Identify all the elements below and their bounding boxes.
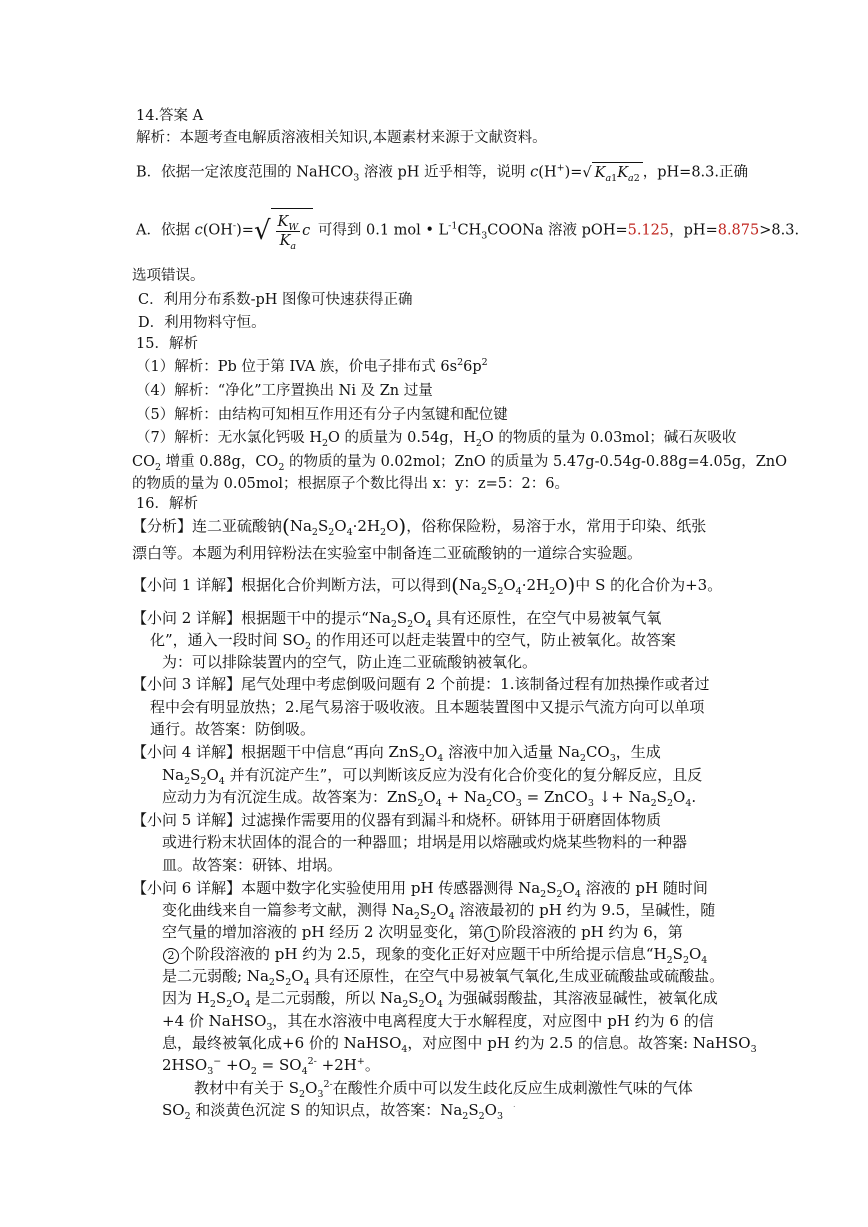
q15-part7-line1: （7）解析：无水氯化钙吸 $H_2O$ 的质量为 0.54g，$H_2O$ 的物质的量为 0.03mol；碱石灰吸收 <box>136 430 737 449</box>
q16-sub6-line4: 2 个阶段溶液的 pH 约为 2.5，现象的变化正好对应题干中所给提示信息“$H_2S_2O_4$ <box>162 944 707 964</box>
q16-sub6-line1: 【小问 6 详解】本题中数字化实验使用用 pH 传感器测得 $Na_2S_2O_4$ 溶液的 pH 随时间 <box>132 879 708 900</box>
q16-sub6-line11: $SO_2$ 和淡黄色沉淀 S 的知识点，故答案：$Na_2S_2O_3$ <box>162 1101 504 1122</box>
q16-analysis-line1: 【分析】连二亚硫酸钠$(Na_2S_2O_4\cdot 2H_2O)$，俗称保险粉，易溶于水，常用于印染、纸张 <box>132 514 707 538</box>
q15-part1: （1）解析：Pb 位于第 IVA 族，价电子排布式 $6s^26p^2$ <box>136 357 488 375</box>
q16-sub5-line2: 或进行粉末状固体的混合的一种器皿；坩埚是用以熔融或灼烧某些物料的一种器 <box>162 833 688 851</box>
circled-1-icon: 1 <box>484 926 500 942</box>
q16-sub1: 【小问 1 详解】根据化合价判断方法，可以得到$(Na_2S_2O_4\cdot 2H_2O)$中 S 的化合价为+3。 <box>132 573 723 597</box>
q14-option-a: A．依据 c(OH-)=√ $\frac{K_W}{K_a}$ c 可得到 0.1 mol • $L^{-1}CH_3COONa$ 溶液 pOH=5.125，pH=8.875>8.3. <box>136 208 799 252</box>
q16-sub5-line3: 皿。故答案：研钵、坩埚。 <box>162 856 343 874</box>
q16-analysis-line2: 漂白等。本题为利用锌粉法在实验室中制备连二亚硫酸钠的一道综合实验题。 <box>132 544 643 562</box>
q16-sub5-line1: 【小问 5 详解】过滤操作需要用的仪器有到漏斗和烧杯。研钵用于研磨固体物质 <box>132 811 662 829</box>
q16-sub4-line2: $Na_2S_2O_4$ 并有沉淀产生”，可以判断该反应为没有化合价变化的复分解反应，且反 <box>162 766 703 787</box>
q15-part7-line3: 的物质的量为 0.05mol；根据原子个数比得出 x：y：z=5：2：6。 <box>132 476 569 492</box>
q15-part4: （4）解析：“净化”工序置换出 Ni 及 Zn 过量 <box>136 383 433 399</box>
q16-sub6-line5: 是二元弱酸; $Na_2S_2O_4$ 具有还原性，在空气中易被氧气氧化,生成亚硫酸盐或硫酸盐。 <box>162 967 725 988</box>
q16-sub4-line1: 【小问 4 详解】根据题干中信息“再向 $ZnS_2O_4$ 溶液中加入适量 $Na_2CO_3$，生成 <box>132 743 661 764</box>
stray-mark: . <box>513 1100 516 1109</box>
q16-sub6-line7: +4 价 NaHSO$_3$，其在水溶液中电离程度大于水解程度，对应图中 pH 约为 6 的信 <box>162 1012 714 1033</box>
q15-part5: （5）解析：由结构可知相互作用还有分子内氢键和配位键 <box>136 407 508 423</box>
q14-intro: 解析：本题考查电解质溶液相关知识,本题素材来源于文献资料。 <box>136 130 547 146</box>
q14-a-wrong: 选项错误。 <box>132 268 205 284</box>
poh-value: 5.125 <box>627 222 670 239</box>
q16-sub6-line10: 教材中有关于 $S_2O_3^{2-}$在酸性介质中可以发生歧化反应生成刺激性气味的气体 <box>194 1079 693 1100</box>
q14-option-c: C．利用分布系数-pH 图像可快速获得正确 <box>138 292 413 308</box>
q16-sub4-line3: 应动力为有沉淀生成。故答案为：$ZnS_2O_4 + Na_2CO_3$ = ZnCO$_3$ ↓+ $Na_2S_2O_4$. <box>162 788 697 809</box>
q16-sub3-line2: 程中会有明显放热；2.尾气易溶于吸收液。且本题装置图中又提示气流方向可以单项 <box>150 698 705 716</box>
circled-2-icon: 2 <box>163 948 179 964</box>
ph-value: 8.875 <box>717 222 760 239</box>
q16-sub6-line3: 空气量的增加溶液的 pH 经历 2 次明显变化，第 1 阶段溶液的 pH 约为 6，第 <box>162 923 683 941</box>
q16-sub6-line2: 变化曲线来自一篇参考文献，测得 $Na_2S_2O_4$ 溶液最初的 pH 约为 9.5，呈碱性，随 <box>162 901 716 922</box>
q16-title: 16．解析 <box>136 496 198 512</box>
q16-sub3-line1: 【小问 3 详解】尾气处理中考虑倒吸问题有 2 个前提：1.该制备过程有加热操作或者过 <box>132 675 710 693</box>
q16-sub6-line9: $2HSO_3^- +O_2 = SO_4^{2-} +2H^+$。 <box>162 1056 380 1077</box>
q14-title: 14.答案 A <box>136 108 204 124</box>
q16-sub2-line1: 【小问 2 详解】根据题干中的提示“$Na_2S_2O_4$ 具有还原性，在空气中易被氧气氧 <box>132 609 662 630</box>
q14-option-b: B．依据一定浓度范围的 NaHCO$_3$ 溶液 pH 近乎相等，说明 c(H+)=√ $K_{a1}K_{a2}$ ，pH=8.3.正确 <box>136 162 748 184</box>
q14-option-d: D．利用物料守恒。 <box>138 315 266 331</box>
q16-sub2-line3: 为：可以排除装置内的空气，防止连二亚硫酸钠被氧化。 <box>162 653 538 671</box>
q16-sub3-line3: 通行。故答案：防倒吸。 <box>150 720 316 738</box>
q16-sub6-line8: 息，最终被氧化成+6 价的 NaHSO$_4$，对应图中 pH 约为 2.5 的信息。故答案: NaHSO$_3$ <box>162 1034 757 1055</box>
q15-part7-line2: $CO_2$ 增重 0.88g，$CO_2$ 的物质的量为 0.02mol；ZnO 的质量为 5.47g-0.54g-0.88g=4.05g，ZnO <box>132 454 788 473</box>
q15-title: 15．解析 <box>136 336 198 352</box>
q16-sub2-line2: 化”，通入一段时间 $SO_2$ 的作用还可以赶走装置中的空气，防止被氧化。故答案 <box>150 631 676 652</box>
q16-sub6-line6: 因为 $H_2S_2O_4$ 是二元弱酸，所以 $Na_2S_2O_4$ 为强碱弱酸盐，其溶液显碱性，被氧化成 <box>162 989 718 1010</box>
